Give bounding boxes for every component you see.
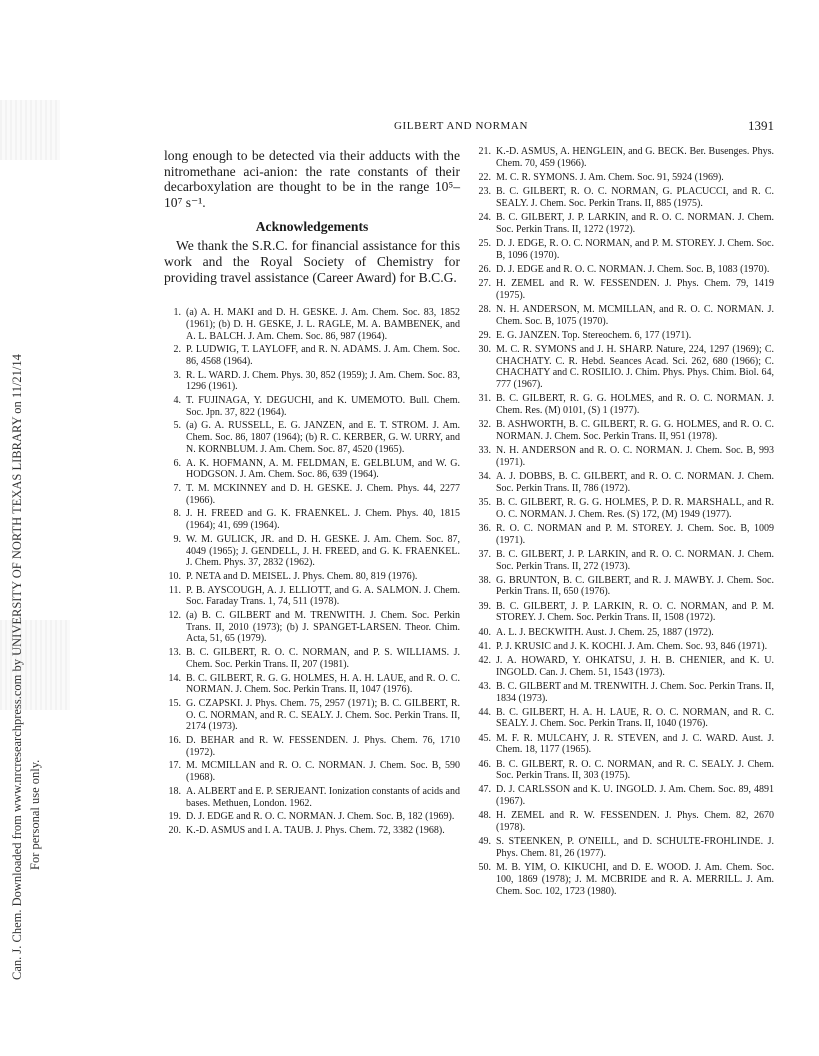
reference-item bbox=[474, 810, 774, 833]
reference-item bbox=[474, 549, 774, 572]
reference-text: R. O. C. NORMAN and P. M. STOREY. J. Chem. Soc. B, 1009 (1971). bbox=[496, 522, 774, 546]
reference-item bbox=[474, 172, 774, 184]
reference-number: 26. bbox=[478, 263, 491, 275]
reference-number: 15. bbox=[168, 697, 181, 709]
acknowledgements-heading: Acknowledgements bbox=[255, 219, 369, 235]
reference-text: B. C. GILBERT, R. G. G. HOLMES, H. A. H. LAUE, and R. O. C. NORMAN. J. Chem. Soc. Perkin Trans. II, 1047 (1976). bbox=[186, 672, 460, 696]
reference-text: D. J. EDGE and R. O. C. NORMAN. J. Chem. Soc. B, 182 (1969). bbox=[186, 811, 455, 823]
reference-text: N. H. ANDERSON, M. MCMILLAN, and R. O. C. NORMAN. J. Chem. Soc. B, 1075 (1970). bbox=[496, 303, 774, 327]
reference-item bbox=[474, 655, 774, 678]
reference-text: S. STEENKEN, P. O'NEILL, and D. SCHULTE-FROHLINDE. J. Phys. Chem. 81, 26 (1977). bbox=[496, 836, 774, 859]
reference-number: 30. bbox=[478, 344, 491, 356]
reference-number: 43. bbox=[478, 680, 491, 692]
reference-item bbox=[164, 673, 460, 696]
reference-text: M. MCMILLAN and R. O. C. NORMAN. J. Chem. Soc. B, 590 (1968). bbox=[186, 760, 460, 784]
reference-text: K.-D. ASMUS and I. A. TAUB. J. Phys. Chem. 72, 3382 (1968). bbox=[186, 824, 445, 836]
reference-item bbox=[164, 786, 460, 809]
reference-text: D. J. EDGE, R. O. C. NORMAN, and P. M. STOREY. J. Chem. Soc. B, 1096 (1970). bbox=[496, 237, 774, 261]
reference-text: B. C. GILBERT, J. P. LARKIN, R. O. C. NORMAN, and P. M. STOREY. J. Chem. Soc. Perkin Trans. II, 1508 (1972). bbox=[496, 600, 774, 624]
reference-item bbox=[474, 393, 774, 416]
reference-text: B. C. GILBERT, J. P. LARKIN, and R. O. C. NORMAN. J. Chem. Soc. Perkin Trans. II, 272 (1973). bbox=[496, 548, 774, 572]
reference-item bbox=[164, 534, 460, 569]
reference-item bbox=[474, 264, 774, 276]
reference-text: A. ALBERT and E. P. SERJEANT. Ionization constants of acids and bases. Methuen, London. 1962. bbox=[186, 785, 460, 809]
reference-number: 45. bbox=[478, 732, 491, 744]
reference-number: 20. bbox=[168, 824, 181, 836]
reference-item bbox=[164, 610, 460, 645]
reference-number: 28. bbox=[478, 303, 491, 315]
page-number: 1391 bbox=[748, 118, 774, 133]
reference-item bbox=[474, 641, 774, 653]
reference-number: 35. bbox=[478, 496, 491, 508]
reference-item bbox=[474, 238, 774, 261]
reference-item bbox=[164, 585, 460, 608]
reference-text: G. CZAPSKI. J. Phys. Chem. 75, 2957 (1971); B. C. GILBERT, R. O. C. NORMAN, and R. C. SEALY. J. Chem. Soc. Perkin Trans. II, 2174 (1973). bbox=[186, 697, 460, 733]
reference-text: M. C. R. SYMONS. J. Am. Chem. Soc. 91, 5924 (1969). bbox=[496, 171, 724, 183]
reference-item bbox=[164, 370, 460, 393]
reference-number: 34. bbox=[478, 471, 491, 483]
reference-text: P. B. AYSCOUGH, A. J. ELLIOTT, and G. A. SALMON. J. Chem. Soc. Faraday Trans. 1, 74, 511 (1978). bbox=[186, 584, 460, 608]
watermark-line-2: For personal use only. bbox=[28, 759, 42, 870]
reference-text: E. G. JANZEN. Top. Stereochem. 6, 177 (1971). bbox=[496, 329, 692, 341]
reference-number: 27. bbox=[478, 278, 491, 290]
reference-item bbox=[164, 825, 460, 837]
reference-text: M. C. R. SYMONS and J. H. SHARP. Nature, 224, 1297 (1969); C. CHACHATY. C. R. Hebd. Seances Acad. Sci. 262, 680 (1966); C. CHACHATY and C. ROSILIO. J. Chim. Phys. Phys. Chim. Biol. 64, 777 (1967). bbox=[496, 344, 774, 391]
continuation-paragraph: long enough to be detected via their adducts with the nitromethane aci-anion: the rate constants of their decarboxylation are thought to be in the range 10⁵–10⁷ s⁻¹. bbox=[164, 148, 460, 210]
reference-number: 40. bbox=[478, 626, 491, 638]
right-column bbox=[474, 146, 774, 900]
reference-text: B. C. GILBERT, H. A. H. LAUE, R. O. C. NORMAN, and R. C. SEALY. J. Chem. Soc. Perkin Trans. II, 1040 (1976). bbox=[496, 706, 774, 730]
reference-number: 39. bbox=[478, 600, 491, 612]
download-watermark bbox=[8, 80, 48, 980]
reference-item bbox=[164, 508, 460, 531]
reference-number: 11. bbox=[168, 584, 181, 596]
acknowledgements-paragraph: We thank the S.R.C. for financial assistance for this work and the Royal Society of Chemistry for providing travel assistance (Career Award) for B.C.G. bbox=[164, 238, 460, 285]
reference-item bbox=[474, 836, 774, 859]
reference-text: H. ZEMEL and R. W. FESSENDEN. J. Phys. Chem. 82, 2670 (1978). bbox=[496, 810, 774, 834]
reference-item bbox=[474, 186, 774, 209]
reference-item bbox=[164, 760, 460, 783]
reference-text: A. K. HOFMANN, A. M. FELDMAN, E. GELBLUM, and W. G. HODGSON. J. Am. Chem. Soc. 86, 639 (1964). bbox=[186, 457, 460, 481]
reference-text: A. L. J. BECKWITH. Aust. J. Chem. 25, 1887 (1972). bbox=[496, 626, 714, 638]
reference-text: K.-D. ASMUS, A. HENGLEIN, and G. BECK. Ber. Busenges. Phys. Chem. 70, 459 (1966). bbox=[496, 146, 774, 169]
reference-number: 5. bbox=[173, 420, 181, 432]
reference-number: 13. bbox=[168, 647, 181, 659]
reference-item bbox=[474, 330, 774, 342]
reference-item bbox=[474, 681, 774, 704]
reference-item bbox=[164, 647, 460, 670]
reference-number: 8. bbox=[173, 508, 181, 520]
running-header bbox=[164, 118, 774, 134]
reference-number: 18. bbox=[168, 785, 181, 797]
reference-number: 1. bbox=[173, 307, 181, 319]
reference-text: (a) G. A. RUSSELL, E. G. JANZEN, and E. T. STROM. J. Am. Chem. Soc. 86, 1807 (1964); (b) R. C. KERBER, G. W. URRY, and N. KORNBLUM. J. Am. Chem. Soc. 87, 4520 (1965). bbox=[186, 420, 460, 455]
reference-text: B. C. GILBERT and M. TRENWITH. J. Chem. Soc. Perkin Trans. II, 1834 (1973). bbox=[496, 680, 774, 704]
reference-list-right bbox=[474, 146, 774, 897]
reference-number: 29. bbox=[478, 329, 491, 341]
reference-number: 48. bbox=[478, 810, 491, 822]
reference-text: (a) A. H. MAKI and D. H. GESKE. J. Am. Chem. Soc. 83, 1852 (1961); (b) D. H. GESKE, J. L. RAGLE, M. A. BAMBENEK, and A. L. BALCH. J. Am. Chem. Soc. 86, 987 (1964). bbox=[186, 307, 460, 342]
reference-item bbox=[164, 811, 460, 823]
reference-item bbox=[474, 627, 774, 639]
reference-item bbox=[474, 784, 774, 807]
reference-number: 50. bbox=[478, 862, 491, 874]
reference-number: 19. bbox=[168, 811, 181, 823]
reference-number: 31. bbox=[478, 393, 491, 405]
reference-text: P. LUDWIG, T. LAYLOFF, and R. N. ADAMS. J. Am. Chem. Soc. 86, 4568 (1964). bbox=[186, 344, 460, 367]
reference-number: 25. bbox=[478, 237, 491, 249]
reference-number: 10. bbox=[168, 570, 181, 582]
reference-number: 36. bbox=[478, 522, 491, 534]
reference-text: T. M. MCKINNEY and D. H. GESKE. J. Chem. Phys. 44, 2277 (1966). bbox=[186, 483, 460, 506]
reference-item bbox=[474, 419, 774, 442]
reference-text: D. J. CARLSSON and K. U. INGOLD. J. Am. Chem. Soc. 89, 4891 (1967). bbox=[496, 784, 774, 808]
reference-item bbox=[164, 698, 460, 733]
reference-number: 49. bbox=[478, 836, 491, 848]
reference-item bbox=[164, 395, 460, 418]
reference-item bbox=[164, 483, 460, 506]
reference-text: (a) B. C. GILBERT and M. TRENWITH. J. Chem. Soc. Perkin Trans. II, 2010 (1973); (b) J. SPANGET-LARSEN. Theor. Chim. Acta, 51, 65 (1979). bbox=[186, 610, 460, 645]
reference-number: 24. bbox=[478, 212, 491, 224]
reference-number: 44. bbox=[478, 706, 491, 718]
reference-text: P. J. KRUSIC and J. K. KOCHI. J. Am. Chem. Soc. 93, 846 (1971). bbox=[496, 640, 768, 652]
reference-number: 7. bbox=[173, 483, 181, 494]
reference-item bbox=[474, 146, 774, 169]
reference-text: B. C. GILBERT, R. O. C. NORMAN, and P. S. WILLIAMS. J. Chem. Soc. Perkin Trans. II, 207 (1981). bbox=[186, 647, 460, 670]
reference-item bbox=[474, 733, 774, 756]
reference-text: G. BRUNTON, B. C. GILBERT, and R. J. MAWBY. J. Chem. Soc. Perkin Trans. II, 650 (1976). bbox=[496, 574, 774, 598]
reference-text: N. H. ANDERSON and R. O. C. NORMAN. J. Chem. Soc. B, 993 (1971). bbox=[496, 445, 774, 468]
reference-item bbox=[474, 523, 774, 546]
reference-number: 9. bbox=[173, 533, 181, 545]
reference-text: T. FUJINAGA, Y. DEGUCHI, and K. UMEMOTO. Bull. Chem. Soc. Jpn. 37, 822 (1964). bbox=[186, 395, 460, 418]
reference-text: J. A. HOWARD, Y. OHKATSU, J. H. B. CHENIER, and K. U. INGOLD. Can. J. Chem. 51, 1543 (1973). bbox=[496, 654, 774, 678]
reference-number: 46. bbox=[478, 758, 491, 770]
reference-text: P. NETA and D. MEISEL. J. Phys. Chem. 80, 819 (1976). bbox=[186, 570, 418, 582]
reference-number: 3. bbox=[173, 369, 181, 381]
reference-list-left bbox=[164, 307, 460, 837]
reference-number: 42. bbox=[478, 654, 491, 666]
reference-text: D. J. EDGE and R. O. C. NORMAN. J. Chem. Soc. B, 1083 (1970). bbox=[496, 263, 770, 275]
reference-text: B. C. GILBERT, R. O. C. NORMAN, G. PLACUCCI, and R. C. SEALY. J. Chem. Soc. Perkin Trans. II, 885 (1975). bbox=[496, 186, 774, 209]
reference-item bbox=[474, 278, 774, 301]
reference-item bbox=[164, 307, 460, 342]
reference-text: M. F. R. MULCAHY, J. R. STEVEN, and J. C. WARD. Aust. J. Chem. 18, 1177 (1965). bbox=[496, 732, 774, 756]
reference-number: 14. bbox=[168, 672, 181, 684]
reference-number: 32. bbox=[478, 419, 491, 431]
reference-text: B. C. GILBERT, J. P. LARKIN, and R. O. C. NORMAN. J. Chem. Soc. Perkin Trans. II, 1272 (1972). bbox=[496, 212, 774, 235]
reference-number: 22. bbox=[478, 171, 491, 183]
reference-number: 33. bbox=[478, 445, 491, 457]
reference-text: B. C. GILBERT, R. G. G. HOLMES, P. D. R. MARSHALL, and R. O. C. NORMAN. J. Chem. Res. (S) 172, (M) 1949 (1977). bbox=[496, 496, 774, 520]
reference-number: 21. bbox=[478, 146, 491, 157]
reference-item bbox=[474, 497, 774, 520]
reference-item bbox=[474, 344, 774, 391]
reference-text: B. C. GILBERT, R. O. C. NORMAN, and R. C. SEALY. J. Chem. Soc. Perkin Trans. II, 303 (1975). bbox=[496, 758, 774, 782]
reference-number: 41. bbox=[478, 640, 491, 652]
reference-number: 2. bbox=[173, 344, 181, 356]
reference-text: M. B. YIM, O. KIKUCHI, and D. E. WOOD. J. Am. Chem. Soc. 100, 1869 (1978); J. M. MCBRIDE and R. A. MERRILL. J. Am. Chem. Soc. 102, 1723 (1980). bbox=[496, 862, 774, 897]
left-column bbox=[164, 148, 460, 839]
reference-number: 6. bbox=[173, 457, 181, 469]
reference-item bbox=[474, 601, 774, 624]
reference-item bbox=[474, 304, 774, 327]
reference-item bbox=[164, 458, 460, 481]
reference-number: 16. bbox=[168, 735, 181, 747]
reference-item bbox=[474, 862, 774, 897]
reference-text: A. J. DOBBS, B. C. GILBERT, and R. O. C. NORMAN. J. Chem. Soc. Perkin Trans. II, 786 (1972). bbox=[496, 471, 774, 494]
reference-text: R. L. WARD. J. Chem. Phys. 30, 852 (1959); J. Am. Chem. Soc. 83, 1296 (1961). bbox=[186, 369, 460, 393]
reference-item bbox=[474, 471, 774, 494]
watermark-line-1: Can. J. Chem. Downloaded from www.nrcresearchpress.com by UNIVERSITY OF NORTH TEXAS LIBRARY on 11/21/14 bbox=[10, 354, 24, 980]
reference-number: 23. bbox=[478, 186, 491, 198]
reference-text: W. M. GULICK, JR. and D. H. GESKE. J. Am. Chem. Soc. 87, 4049 (1965); J. GENDELL, J. H. FREED, and G. K. FRAENKEL. J. Chem. Phys. 37, 2832 (1962). bbox=[186, 533, 460, 569]
reference-number: 17. bbox=[168, 760, 181, 772]
reference-number: 38. bbox=[478, 574, 491, 586]
reference-item bbox=[164, 420, 460, 455]
reference-number: 47. bbox=[478, 784, 491, 796]
reference-number: 37. bbox=[478, 548, 491, 560]
reference-item bbox=[474, 759, 774, 782]
reference-text: H. ZEMEL and R. W. FESSENDEN. J. Phys. Chem. 79, 1419 (1975). bbox=[496, 278, 774, 301]
reference-item bbox=[164, 735, 460, 758]
running-title: GILBERT AND NORMAN bbox=[394, 120, 528, 132]
reference-item bbox=[474, 575, 774, 598]
reference-text: D. BEHAR and R. W. FESSENDEN. J. Phys. Chem. 76, 1710 (1972). bbox=[186, 735, 460, 758]
reference-item bbox=[474, 445, 774, 468]
reference-text: B. C. GILBERT, R. G. G. HOLMES, and R. O. C. NORMAN. J. Chem. Res. (M) 0101, (S) 1 (1977). bbox=[496, 393, 774, 417]
reference-item bbox=[164, 344, 460, 367]
reference-item bbox=[164, 571, 460, 583]
reference-number: 12. bbox=[168, 610, 181, 622]
reference-item bbox=[474, 707, 774, 730]
reference-text: J. H. FREED and G. K. FRAENKEL. J. Chem. Phys. 40, 1815 (1964); 41, 699 (1964). bbox=[186, 508, 460, 532]
reference-text: B. ASHWORTH, B. C. GILBERT, R. G. G. HOLMES, and R. O. C. NORMAN. J. Chem. Soc. Perkin Trans. II, 951 (1978). bbox=[496, 419, 774, 442]
reference-item bbox=[474, 212, 774, 235]
reference-number: 4. bbox=[173, 395, 181, 407]
